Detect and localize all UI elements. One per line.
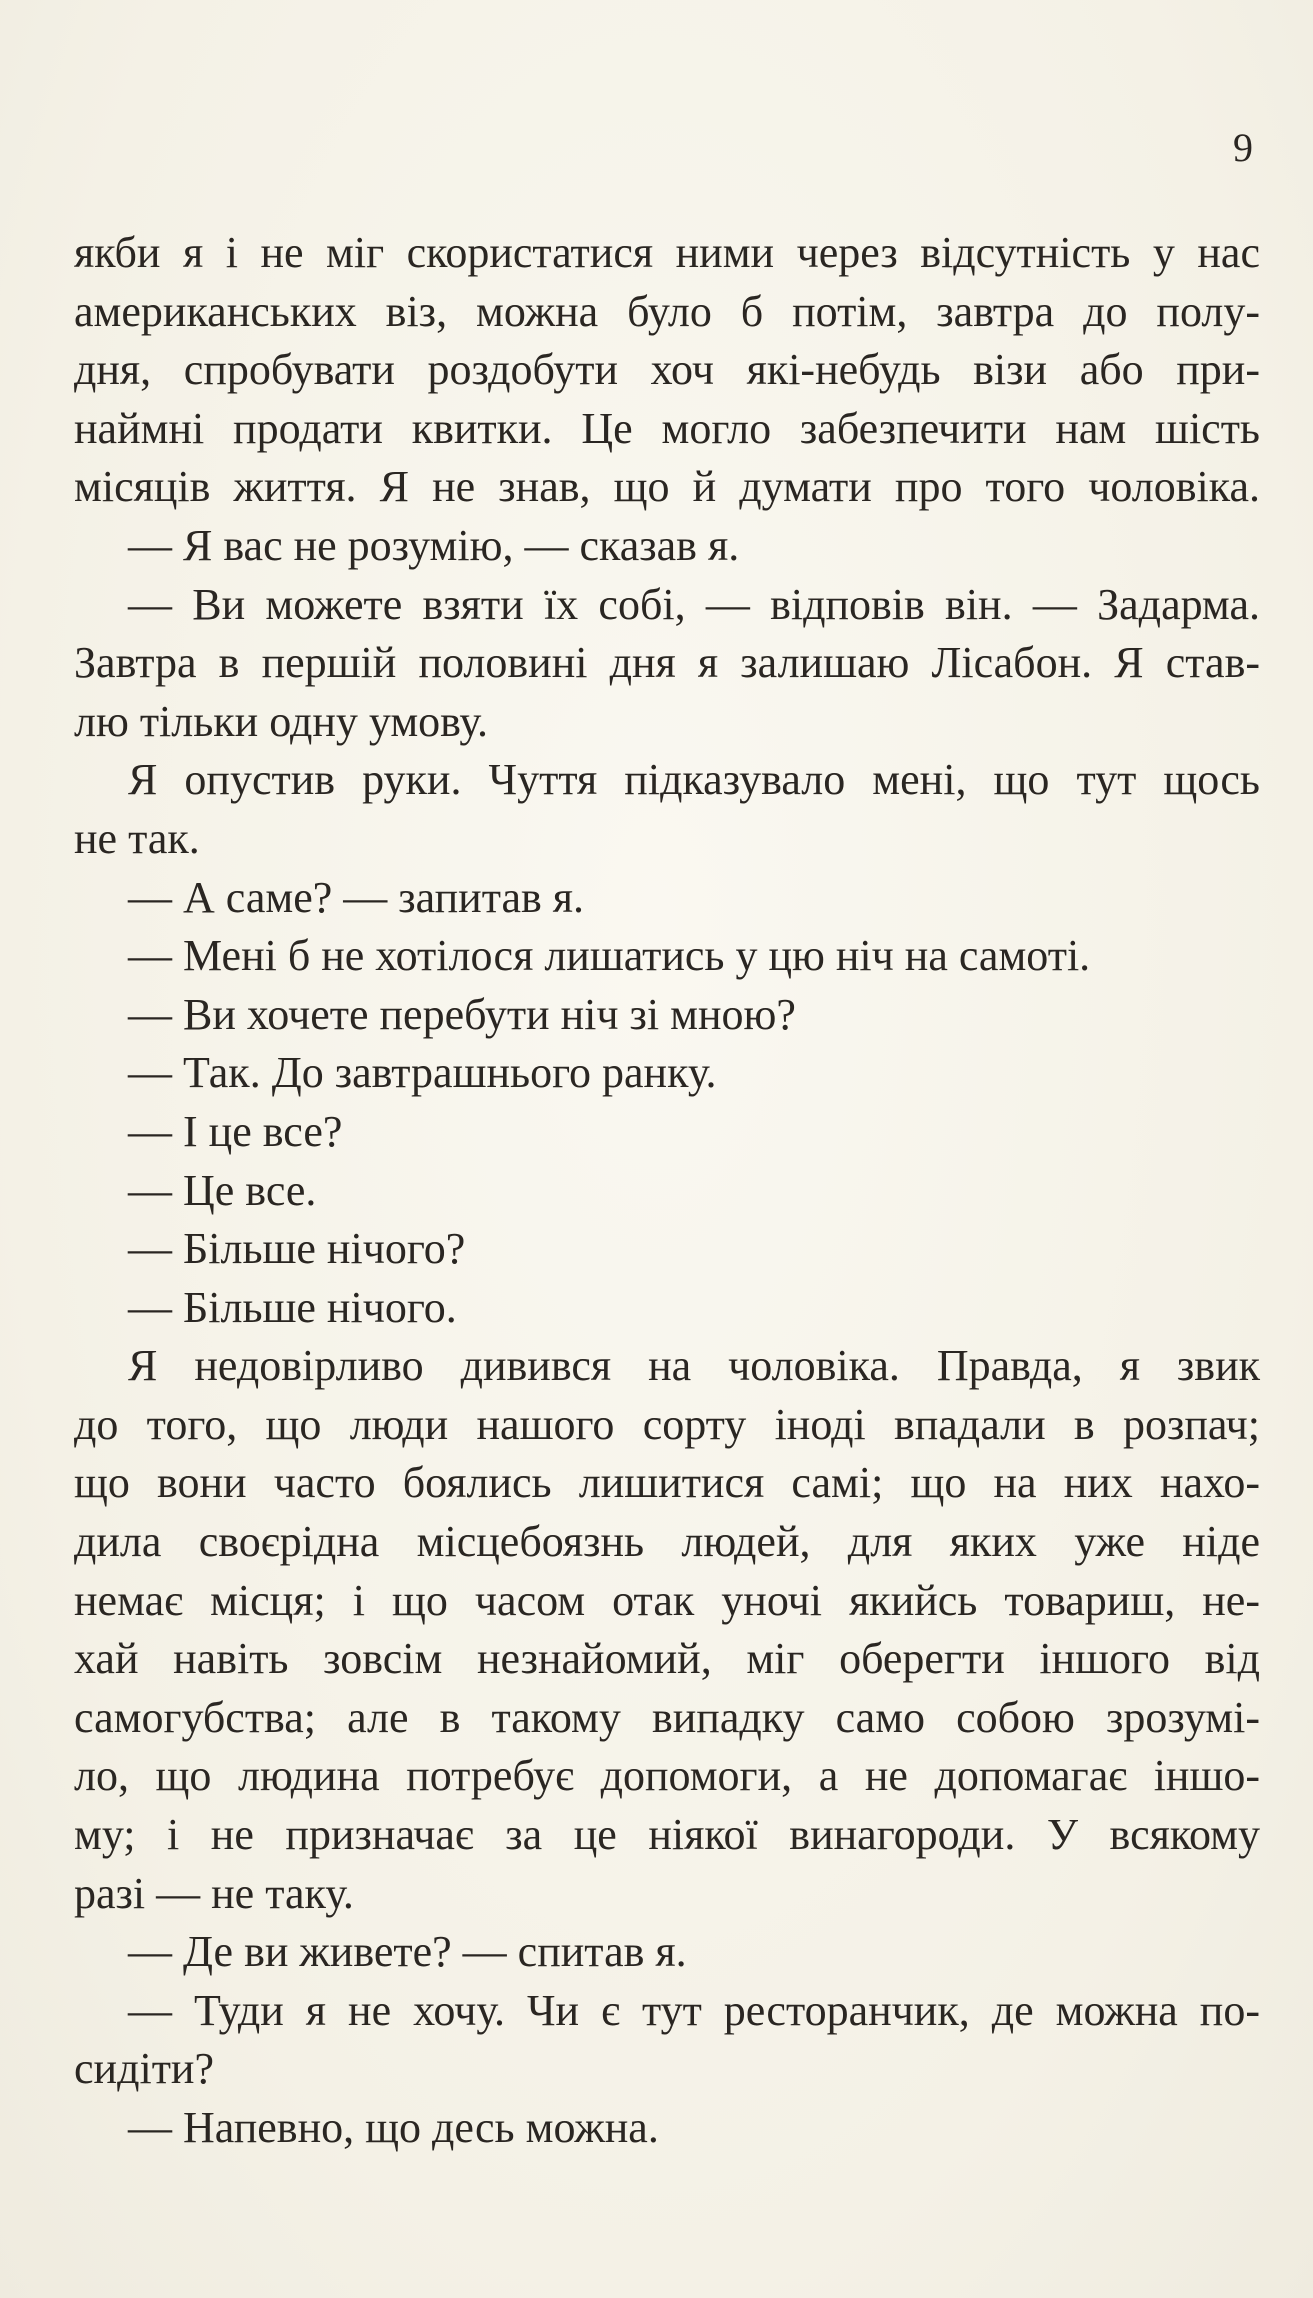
text-line: — Напевно, що десь можна. xyxy=(128,2103,659,2152)
text-line: — Це все. xyxy=(128,1165,317,1215)
text-line: дила своєрідна місцебоязнь людей, для яких уже ніде xyxy=(74,1517,1260,1567)
text-line: не так. xyxy=(74,813,200,863)
text-line: Я опустив руки. Чуття підказувало мені, що тут щось xyxy=(128,755,1260,805)
text-line: — Туди я не хочу. Чи є тут ресторанчик, де можна по- xyxy=(128,1985,1260,2035)
text-line: — Мені б не хотілося лишатись у цю ніч на самоті. xyxy=(128,931,1091,981)
text-line: ло, що людина потребує допомоги, а не допомагає іншо- xyxy=(74,1751,1260,1801)
text-line: — Більше нічого. xyxy=(128,1282,457,1332)
text-line: — Ви можете взяти їх собі, — відповів він. — Задарма. xyxy=(128,579,1260,629)
text-line: — Я вас не розумію, — сказав я. xyxy=(128,520,740,570)
text-line: до того, що люди нашого сорту іноді впадали в розпач; xyxy=(74,1399,1260,1449)
text-line: місяців життя. Я не знав, що й думати про того чоловіка. xyxy=(74,462,1260,512)
text-line: сидіти? xyxy=(74,2044,214,2094)
text-line: наймні продати квитки. Це могло забезпечити нам шість xyxy=(74,403,1260,453)
text-line: му; і не призначає за це ніякої винагороди. У всякому xyxy=(74,1810,1260,1860)
text-line: разі — не таку. xyxy=(74,1868,354,1918)
text-line: самогубства; але в такому випадку само собою зрозумі- xyxy=(74,1692,1260,1742)
body-text xyxy=(74,224,1260,2158)
page-number: 9 xyxy=(1233,125,1253,170)
text-line: хай навіть зовсім незнайомий, міг оберегти іншого від xyxy=(74,1634,1260,1684)
text-line: американських віз, можна було б потім, завтра до полу- xyxy=(74,286,1260,336)
text-line: — Ви хочете перебути ніч зі мною? xyxy=(128,989,796,1039)
text-line: Я недовірливо дивився на чоловіка. Правда, я звик xyxy=(128,1341,1260,1391)
text-line: лю тільки одну умову. xyxy=(74,696,489,746)
text-line: що вони часто боялись лишитися самі; що на них нахо- xyxy=(74,1458,1260,1508)
text-line: Завтра в першій половині дня я залишаю Лісабон. Я став- xyxy=(74,638,1260,688)
text-line: якби я і не міг скористатися ними через відсутність у нас xyxy=(74,228,1260,277)
text-line: — І це все? xyxy=(128,1106,343,1156)
text-line: — А саме? — запитав я. xyxy=(128,872,585,922)
text-line: немає місця; і що часом отак уночі якийсь товариш, не- xyxy=(74,1575,1260,1625)
text-line: — Де ви живете? — спитав я. xyxy=(128,1927,687,1977)
text-line: — Так. До завтрашнього ранку. xyxy=(128,1048,717,1098)
text-line: дня, спробувати роздобути хоч які-небудь візи або при- xyxy=(74,345,1260,395)
text-line: — Більше нічого? xyxy=(128,1224,466,1274)
